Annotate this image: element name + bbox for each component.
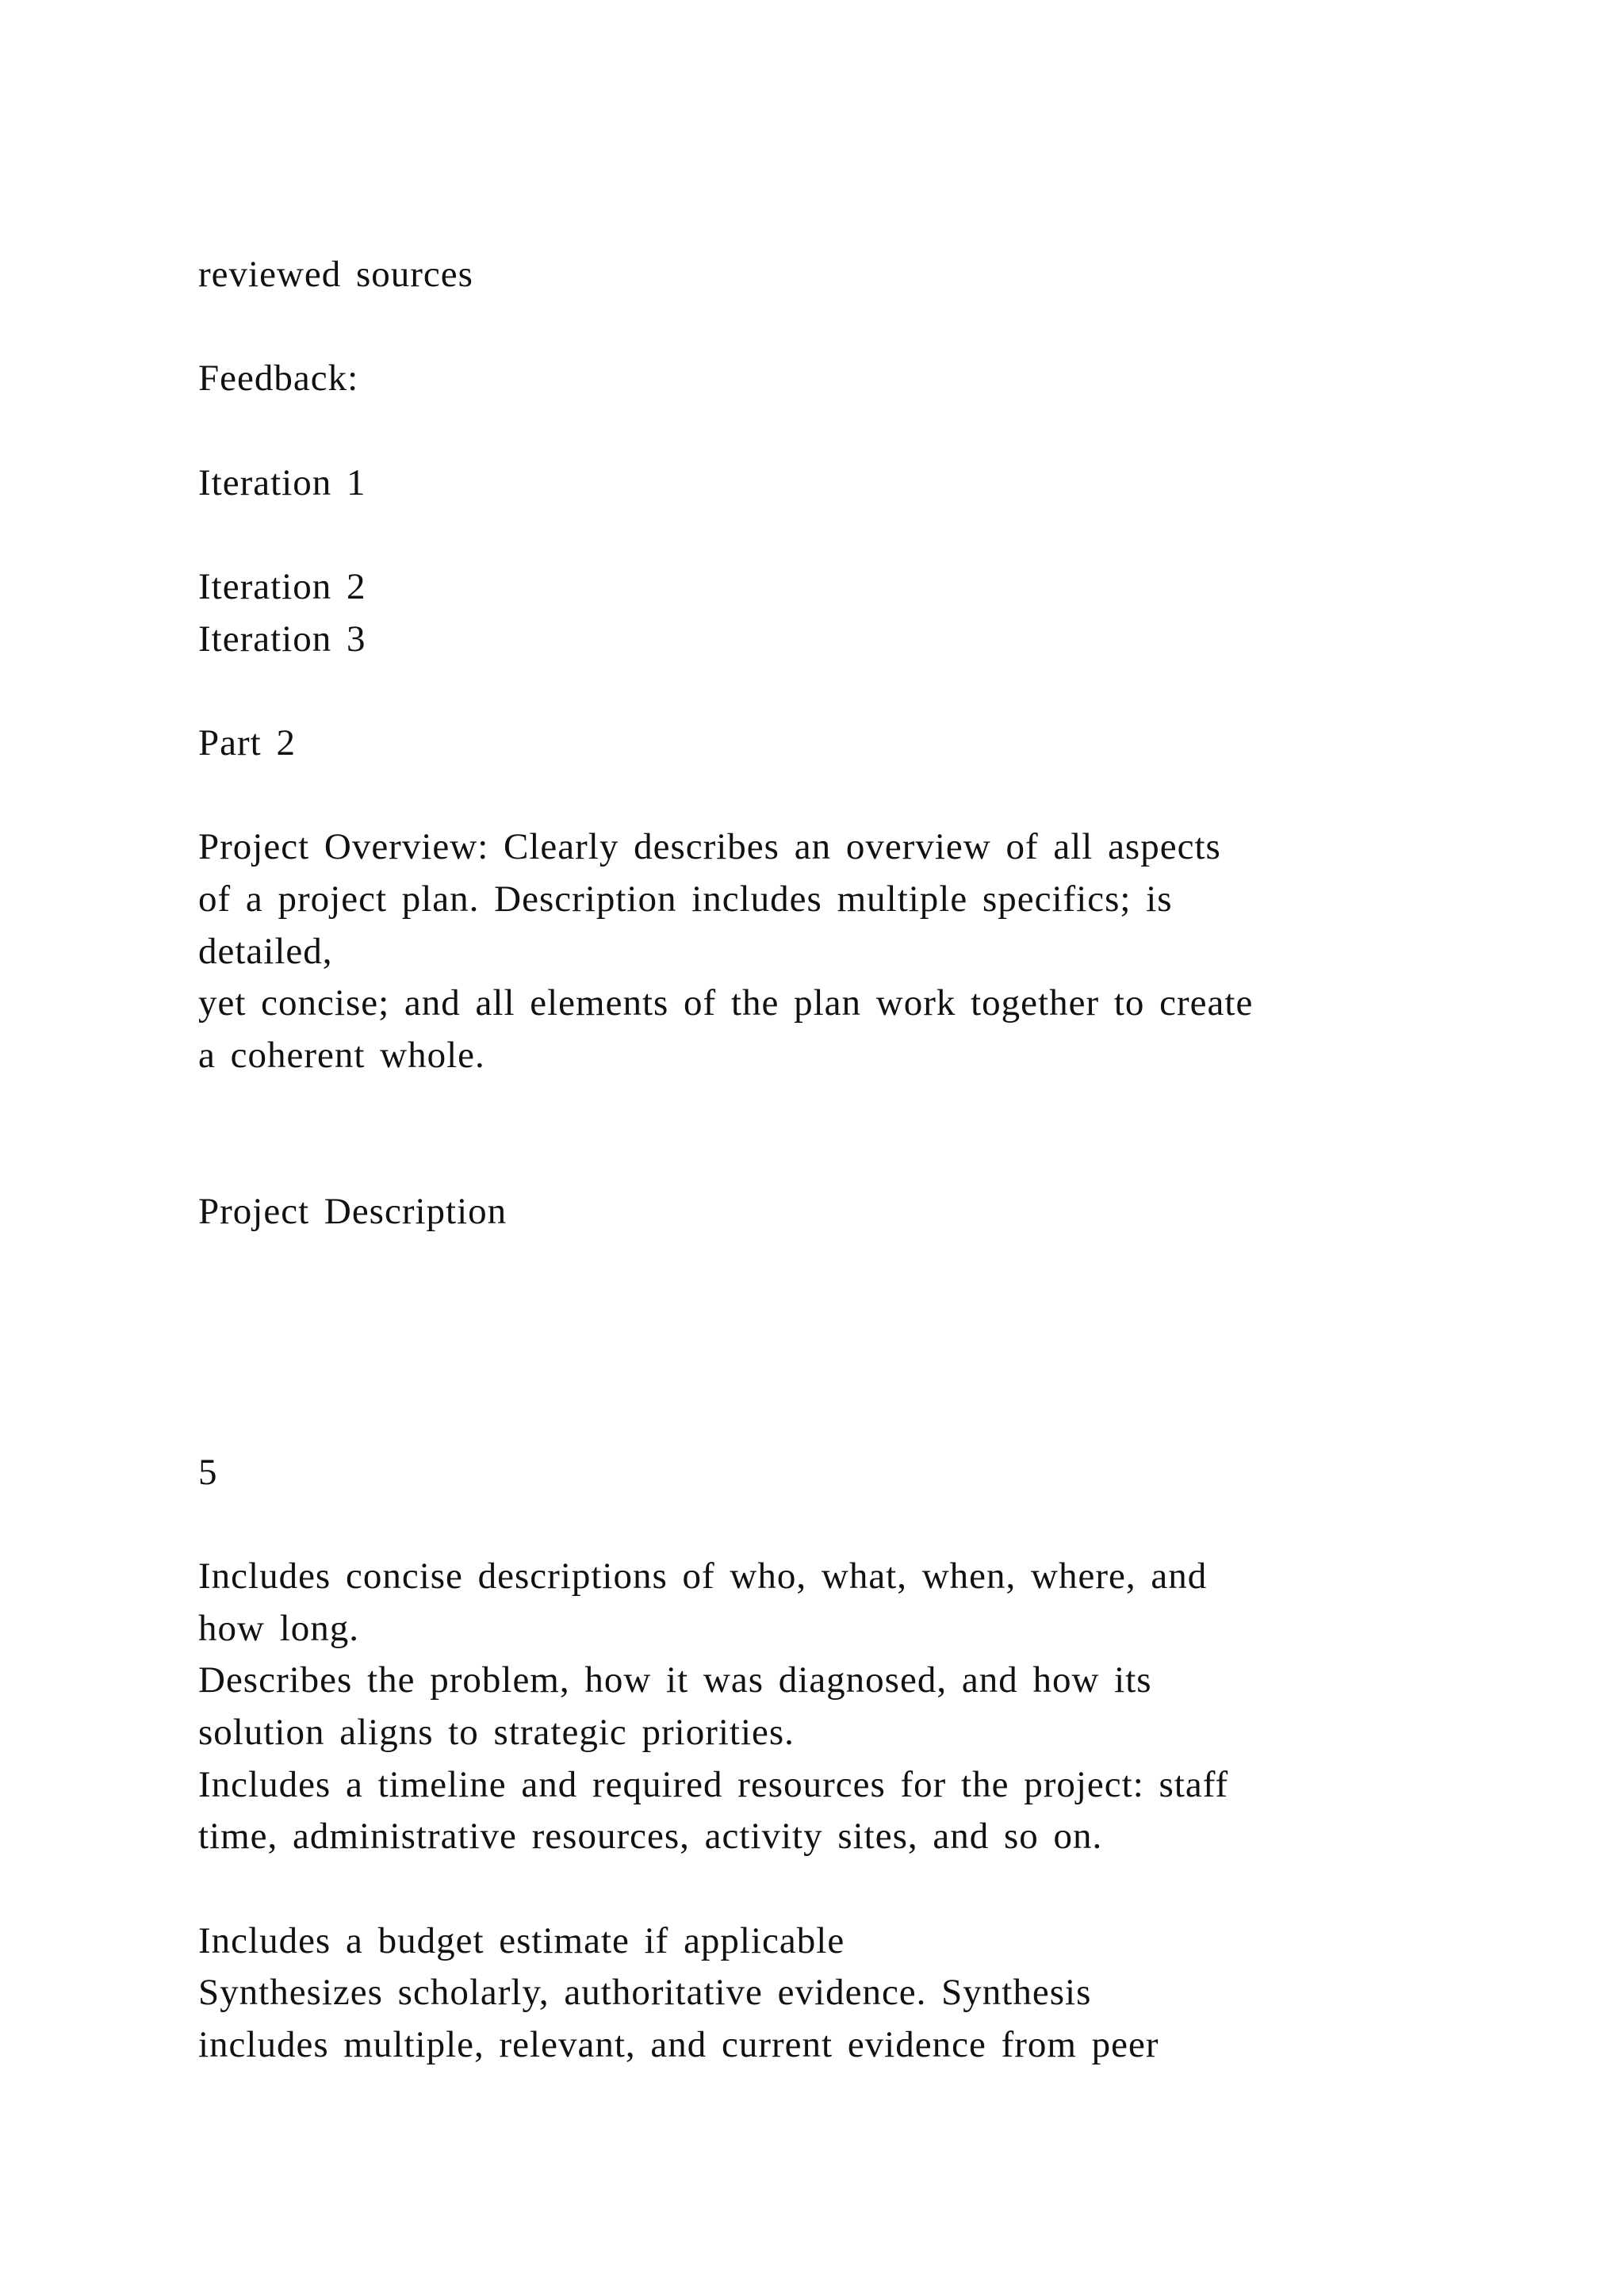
text-line: Includes a budget estimate if applicable bbox=[198, 1920, 845, 1961]
text-line: Includes concise descriptions of who, what, when, where, and bbox=[198, 1556, 1208, 1597]
text-line: Part 2 bbox=[198, 722, 296, 763]
text-line: solution aligns to strategic priorities. bbox=[198, 1712, 795, 1753]
text-line: how long. bbox=[198, 1608, 359, 1649]
text-line: Describes the problem, how it was diagnosed, and how its bbox=[198, 1659, 1152, 1701]
text-line: Includes a timeline and required resources for the project: staff bbox=[198, 1764, 1229, 1805]
text-line: includes multiple, relevant, and current evidence from peer bbox=[198, 2024, 1159, 2065]
text-line: Feedback: bbox=[198, 358, 359, 399]
text-line: Project Overview: Clearly describes an overview of all aspects bbox=[198, 826, 1221, 867]
text-line: time, administrative resources, activity sites, and so on. bbox=[198, 1816, 1103, 1857]
text-line: Iteration 1 bbox=[198, 462, 366, 503]
text-line: Project Description bbox=[198, 1191, 508, 1232]
text-line: yet concise; and all elements of the plan work together to create bbox=[198, 982, 1254, 1024]
text-line: 5 bbox=[198, 1452, 218, 1493]
text-line: Synthesizes scholarly, authoritative evidence. Synthesis bbox=[198, 1972, 1092, 2013]
text-line: Iteration 2 bbox=[198, 566, 366, 607]
text-line: Iteration 3 bbox=[198, 618, 366, 660]
text-line: reviewed sources bbox=[198, 254, 473, 295]
text-line: detailed, bbox=[198, 931, 333, 972]
text-line: a coherent whole. bbox=[198, 1035, 485, 1076]
text-line: of a project plan. Description includes multiple specifics; is bbox=[198, 878, 1173, 920]
